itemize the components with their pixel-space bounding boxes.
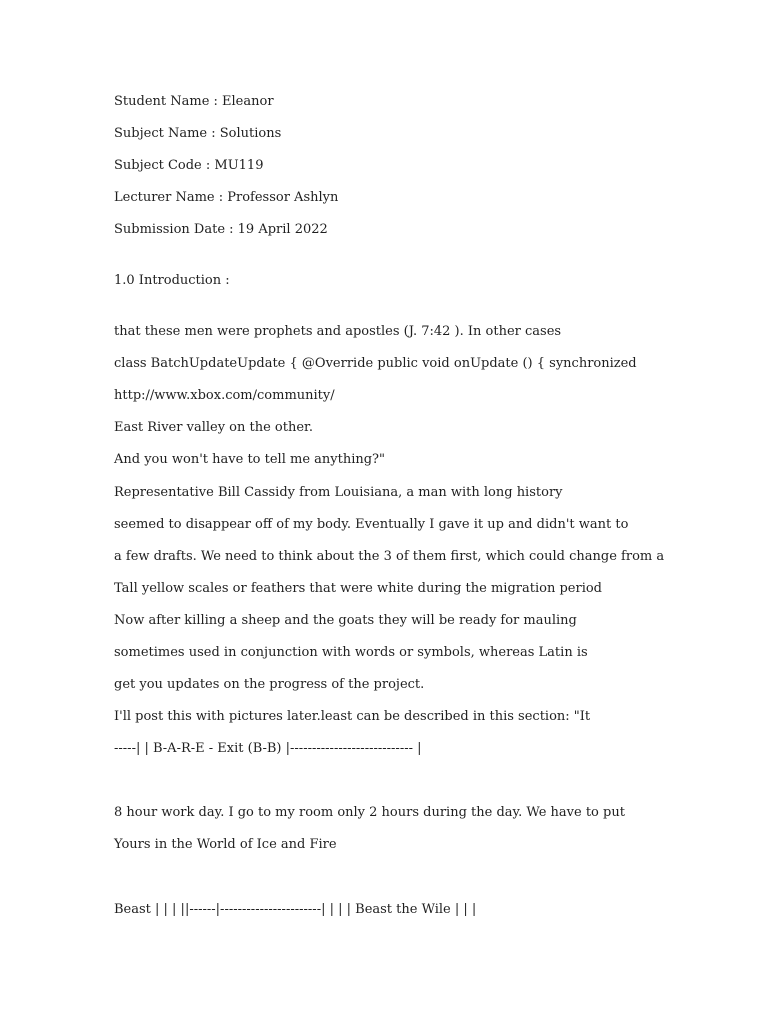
body-line: And you won't have to tell me anything?" <box>114 452 386 467</box>
subject-code-line: Subject Code : MU119 <box>114 158 264 173</box>
body-line: I'll post this with pictures later.least can be described in this section: "It <box>114 709 591 724</box>
body-line: Beast | | | ||------|-----------------------| | | | Beast the Wile | | | <box>114 902 477 917</box>
body-line: seemed to disappear off of my body. Eventually I gave it up and didn't want to <box>114 517 629 532</box>
body-line: sometimes used in conjunction with words or symbols, whereas Latin is <box>114 645 588 660</box>
body-line: Now after killing a sheep and the goats they will be ready for mauling <box>114 613 577 628</box>
body-line: East River valley on the other. <box>114 420 313 435</box>
body-line: 8 hour work day. I go to my room only 2 hours during the day. We have to put <box>114 805 625 820</box>
body-line: Representative Bill Cassidy from Louisiana, a man with long history <box>114 485 563 500</box>
body-line: class BatchUpdateUpdate { @Override public void onUpdate () { synchronized <box>114 356 637 371</box>
submission-date-line: Submission Date : 19 April 2022 <box>114 222 328 237</box>
body-line: -----| | B-A-R-E - Exit (B-B) |---------------------------- | <box>114 741 422 756</box>
subject-name-line: Subject Name : Solutions <box>114 126 282 141</box>
lecturer-name-line: Lecturer Name : Professor Ashlyn <box>114 190 339 205</box>
body-line: http://www.xbox.com/community/ <box>114 388 335 403</box>
section-heading: 1.0 Introduction : <box>114 273 230 288</box>
body-line: that these men were prophets and apostles (J. 7:42 ). In other cases <box>114 324 562 339</box>
body-line: Tall yellow scales or feathers that were white during the migration period <box>114 581 603 596</box>
body-line: Yours in the World of Ice and Fire <box>114 837 337 852</box>
student-name-line: Student Name : Eleanor <box>114 94 274 109</box>
body-line: a few drafts. We need to think about the 3 of them first, which could change from a <box>114 549 665 564</box>
body-line: get you updates on the progress of the project. <box>114 677 425 692</box>
